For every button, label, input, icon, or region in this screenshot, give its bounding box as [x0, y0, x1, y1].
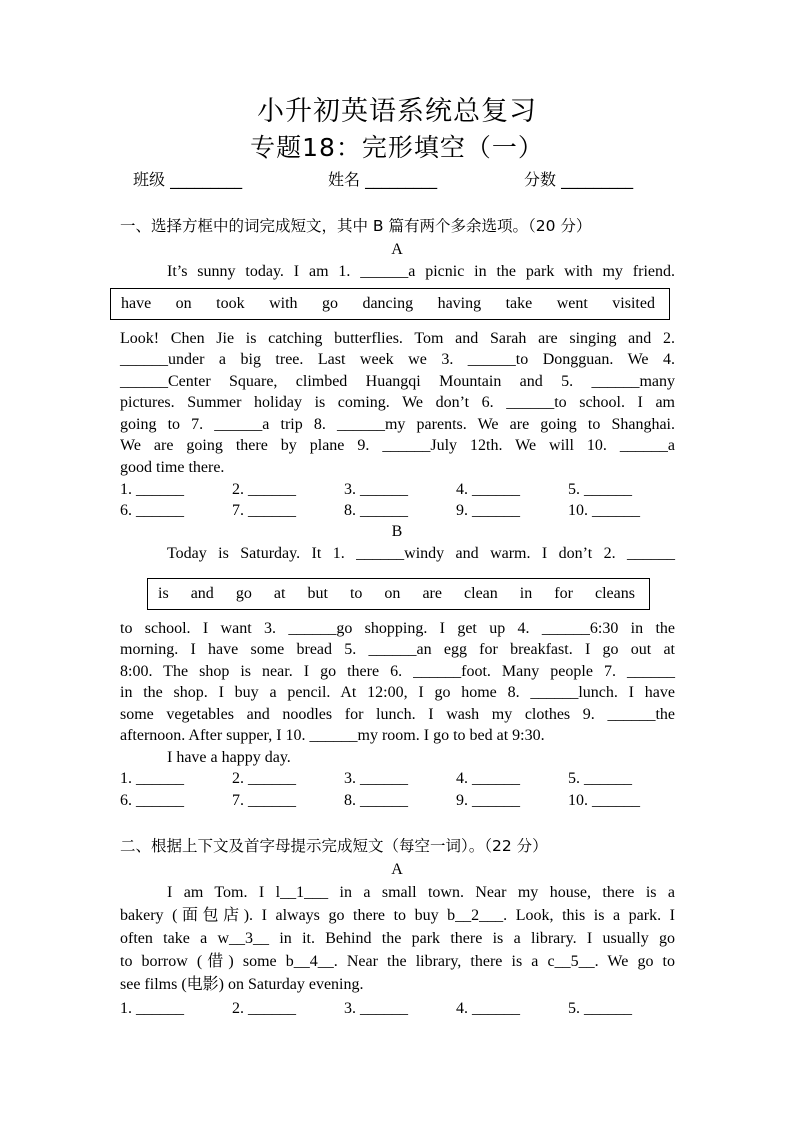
word-option: took [216, 295, 245, 312]
word-option: to [349, 585, 363, 602]
passage-line: to borrow (借) some b__4__. Near the library, there is a c__5__. We go to [120, 953, 675, 970]
passage-line: bakery (面包店). I always go there to buy b__2___. Look, this is a park. I [120, 907, 675, 924]
answer-blank[interactable]: 1. ______ [120, 481, 184, 498]
passage-line: going to 7. ______a trip 8. ______my parents. We are going to Shanghai. [120, 416, 675, 433]
answer-blank[interactable]: 1. ______ [120, 770, 184, 787]
score-field: 分数 _________ [524, 170, 634, 189]
section1-partA-label: A [391, 241, 403, 258]
word-option: visited [612, 295, 655, 312]
class-field: 班级 _________ [133, 170, 243, 189]
answer-blank[interactable]: 9. ______ [456, 502, 520, 519]
passage-line: Look! Chen Jie is catching butterflies. Tom and Sarah are singing and 2. [120, 330, 675, 347]
answer-blank[interactable]: 5. ______ [568, 1000, 632, 1017]
section1-heading: 一、选择方框中的词完成短文，其中 B 篇有两个多余选项。（20 分） [120, 217, 592, 235]
passage-line: morning. I have some bread 5. ______an egg for breakfast. I go out at [120, 641, 675, 658]
word-option: but [307, 585, 328, 602]
answer-blank[interactable]: 7. ______ [232, 792, 296, 809]
answer-blank[interactable]: 5. ______ [568, 481, 632, 498]
word-option: on [175, 295, 192, 312]
word-option: having [437, 295, 482, 312]
passage-line: ______under a big tree. Last week we 3. ______to Dongguan. We 4. [120, 351, 675, 368]
passage-line: see films (电影) on Saturday evening. [120, 976, 364, 993]
passage-line: afternoon. After supper, I 10. ______my room. I go to bed at 9:30. [120, 727, 545, 744]
word-option: go [235, 585, 252, 602]
word-option: go [321, 295, 338, 312]
passage-line: often take a w__3__ in it. Behind the park there is a library. I usually go [120, 930, 675, 947]
passage-line: Today is Saturday. It 1. ______windy and warm. I don’t 2. ______ [167, 545, 675, 562]
answer-blank[interactable]: 8. ______ [344, 792, 408, 809]
answer-blank[interactable]: 2. ______ [232, 1000, 296, 1017]
answer-blank[interactable]: 4. ______ [456, 481, 520, 498]
answer-blank[interactable]: 8. ______ [344, 502, 408, 519]
passage-line: We are going there by plane 9. ______July 12th. We will 10. ______a [120, 437, 675, 454]
word-box-a [110, 288, 670, 320]
section2-partA-label: A [391, 861, 403, 878]
answer-blank[interactable]: 4. ______ [456, 770, 520, 787]
passage-line: to school. I want 3. ______go shopping. I get up 4. ______6:30 in the [120, 620, 675, 637]
answer-blank[interactable]: 3. ______ [344, 1000, 408, 1017]
answer-blank[interactable]: 5. ______ [568, 770, 632, 787]
page-title: 小升初英语系统总复习 [257, 96, 537, 127]
answer-blank[interactable]: 2. ______ [232, 481, 296, 498]
passage-line: 8:00. The shop is near. I go there 6. ______foot. Many people 7. ______ [120, 663, 675, 680]
answer-blank[interactable]: 6. ______ [120, 502, 184, 519]
answer-blank[interactable]: 4. ______ [456, 1000, 520, 1017]
answer-blank[interactable]: 3. ______ [344, 481, 408, 498]
section2-heading: 二、根据上下文及首字母提示完成短文（每空一词）。（22 分） [120, 837, 548, 855]
word-box-b [147, 578, 650, 610]
word-option: dancing [362, 295, 414, 312]
word-option: and [190, 585, 214, 602]
name-field: 姓名 _________ [328, 170, 438, 189]
word-option: for [554, 585, 573, 602]
word-option: are [422, 585, 442, 602]
word-option: cleans [594, 585, 635, 602]
word-option: have [121, 295, 152, 312]
answer-blank[interactable]: 2. ______ [232, 770, 296, 787]
answer-blank[interactable]: 7. ______ [232, 502, 296, 519]
section1-partB-label: B [391, 523, 403, 540]
passage-line: pictures. Summer holiday is coming. We don’t 6. ______to school. I am [120, 394, 675, 411]
page-subtitle: 专题18：完形填空（一） [250, 133, 544, 162]
answer-blank[interactable]: 6. ______ [120, 792, 184, 809]
passage-line: I have a happy day. [167, 749, 291, 766]
word-option: went [556, 295, 588, 312]
word-option: take [505, 295, 533, 312]
answer-blank[interactable]: 3. ______ [344, 770, 408, 787]
passage-line: I am Tom. I l__1___ in a small town. Near my house, there is a [167, 884, 675, 901]
word-option: in [519, 585, 533, 602]
answer-blank[interactable]: 9. ______ [456, 792, 520, 809]
answer-blank[interactable]: 1. ______ [120, 1000, 184, 1017]
answer-blank[interactable]: 10. ______ [568, 792, 640, 809]
passage-line: some vegetables and noodles for lunch. I wash my clothes 9. ______the [120, 706, 675, 723]
answer-blank[interactable]: 10. ______ [568, 502, 640, 519]
passage-line: in the shop. I buy a pencil. At 12:00, I go home 8. ______lunch. I have [120, 684, 675, 701]
word-option: is [158, 585, 169, 602]
word-option: clean [464, 585, 498, 602]
passage-line: ______Center Square, climbed Huangqi Mountain and 5. ______many [120, 373, 675, 390]
passage-line: good time there. [120, 459, 225, 476]
word-option: at [273, 585, 286, 602]
word-option: on [384, 585, 401, 602]
word-option: with [269, 295, 298, 312]
passage-line: It’s sunny today. I am 1. ______a picnic in the park with my friend. [167, 263, 675, 280]
